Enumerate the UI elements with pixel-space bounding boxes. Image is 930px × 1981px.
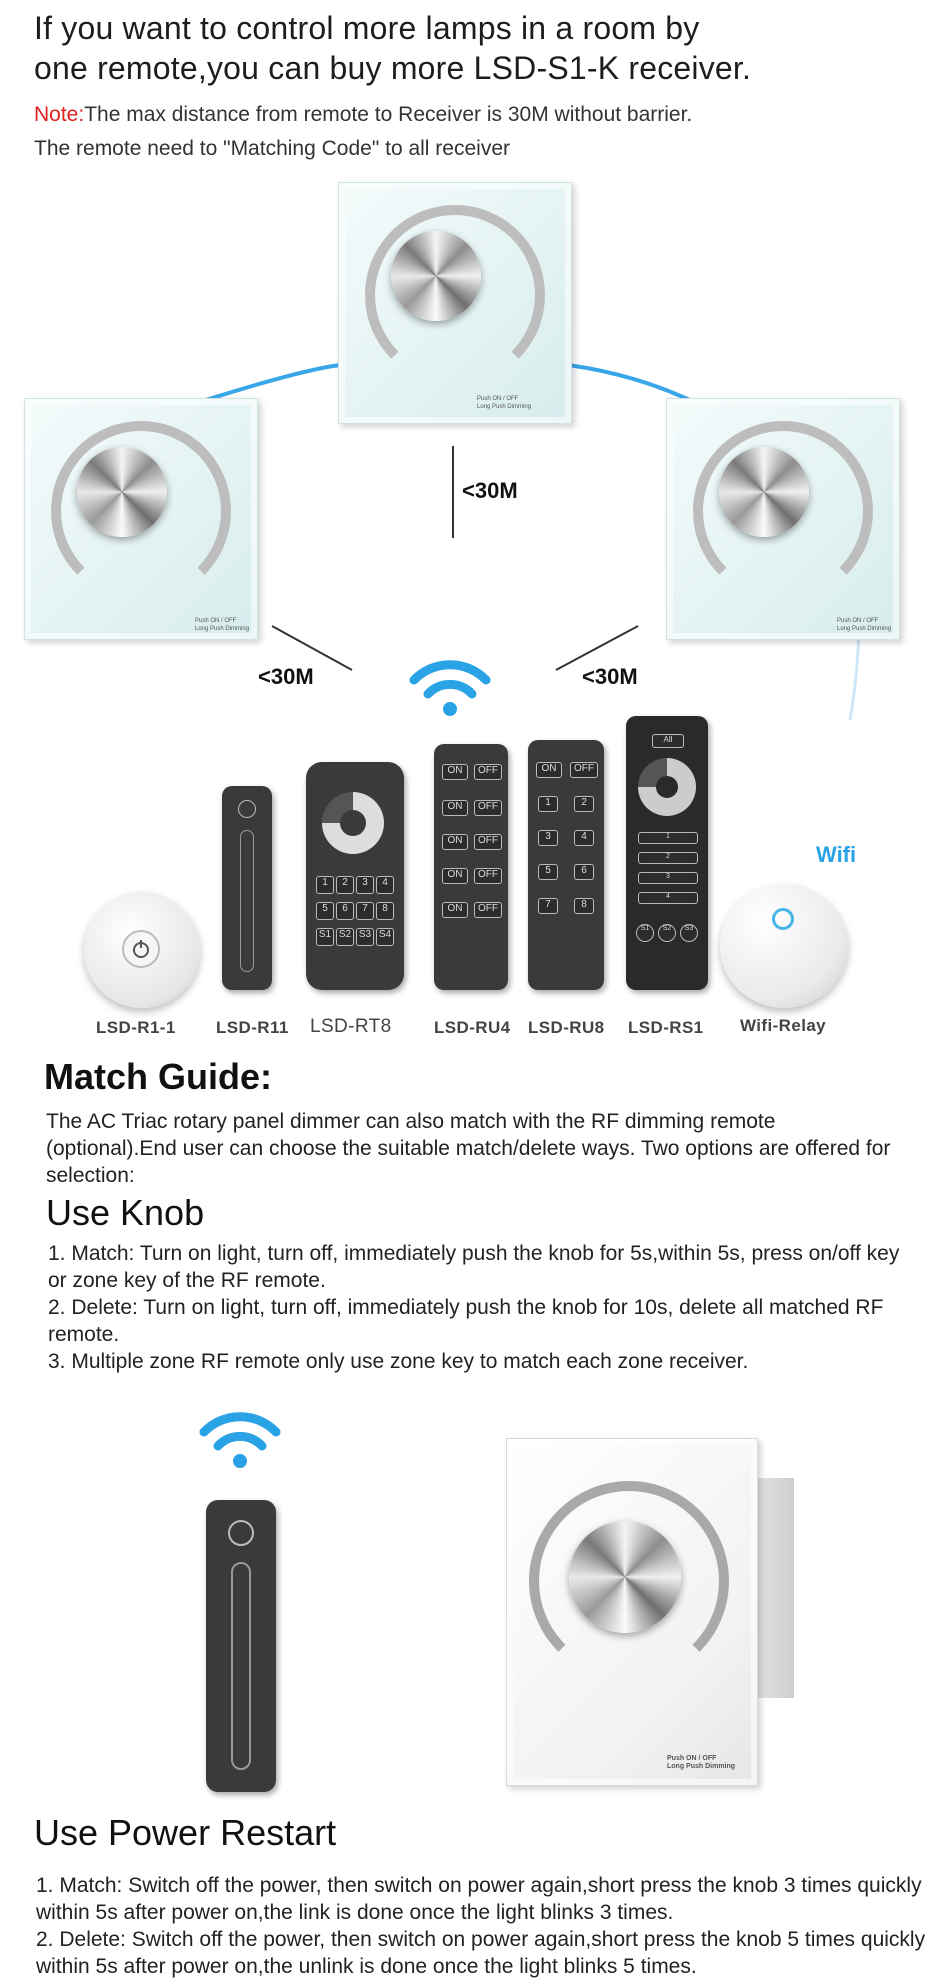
note-text: The max distance from remote to Receiver is 30M without barrier. xyxy=(84,103,693,126)
match-guide-title: Match Guide: xyxy=(44,1056,273,1097)
receiver-panel-right xyxy=(666,398,900,640)
wifi-icon xyxy=(198,1404,282,1470)
product-rs1: All 1 2 3 4 S1 S2 S3 xyxy=(626,716,708,990)
panel-caption: Push ON / OFF Long Push Dimming xyxy=(195,618,250,632)
product-label-rt8: LSD-RT8 xyxy=(310,1016,392,1037)
product-label-r11: LSD-R11 xyxy=(216,1018,289,1037)
receiver-panel-left xyxy=(24,398,258,640)
rotary-knob xyxy=(719,447,809,537)
match-guide-intro: The AC Triac rotary panel dimmer can also match with the RF dimming remote (optional).End user can choose the suitable match/delete ways. Two options are offered for selection: xyxy=(46,1110,891,1187)
touch-slider xyxy=(231,1562,251,1770)
receiver-panel-large xyxy=(506,1438,758,1786)
panel-caption: Push ON / OFF Long Push Dimming xyxy=(667,1755,736,1770)
distance-label-right: <30M xyxy=(582,664,638,689)
note-label: Note: xyxy=(34,103,85,126)
remote-r11-large xyxy=(206,1500,276,1792)
power-icon xyxy=(238,800,256,818)
note-block xyxy=(34,98,692,166)
power-icon xyxy=(122,930,160,968)
use-power-step-2: 2. Delete: Switch off the power, then switch on power again,short press the knob 5 times quickly within 5s after power on,the unlink is done once the light blinks 5 times. xyxy=(36,1928,926,1978)
status-led-icon xyxy=(772,908,794,930)
use-knob-step-1: 1. Match: Turn on light, turn off, immediately push the knob for 5s,within 5s, press on/off key or zone key of the RF remote. xyxy=(48,1242,900,1292)
color-wheel xyxy=(322,792,384,854)
wifi-icon xyxy=(408,652,492,718)
receiver-panel-top xyxy=(338,182,572,424)
product-label-rs1: LSD-RS1 xyxy=(628,1018,704,1037)
product-label-wifi-relay: Wifi-Relay xyxy=(740,1016,827,1035)
use-power-steps xyxy=(36,1872,926,1980)
distance-line-top xyxy=(452,446,454,538)
product-label-r1-1: LSD-R1-1 xyxy=(96,1018,176,1037)
product-r11 xyxy=(222,786,272,990)
product-ru4: ON OFF ON OFF ON OFF ON OFF ON OFF xyxy=(434,744,508,990)
product-rt8: 1 2 3 4 5 6 7 8 S1 S2 S3 S4 xyxy=(306,762,404,990)
use-knob-title: Use Knob xyxy=(46,1192,205,1233)
use-knob-step-2: 2. Delete: Turn on light, turn off, immediately push the knob for 10s, delete all matched RF remote. xyxy=(48,1296,884,1346)
use-knob-steps xyxy=(48,1240,908,1375)
headline-line-1: If you want to control more lamps in a room by xyxy=(34,10,700,46)
note-line-2: The remote need to "Matching Code" to all receiver xyxy=(34,137,510,160)
rotary-knob xyxy=(77,447,167,537)
rotary-knob xyxy=(569,1521,681,1633)
use-power-title: Use Power Restart xyxy=(34,1812,337,1853)
power-icon xyxy=(228,1520,254,1546)
use-power-step-1: 1. Match: Switch off the power, then switch on power again,short press the knob 3 times quickly within 5s after power on,the link is done once the light blinks 3 times. xyxy=(36,1874,922,1924)
color-wheel xyxy=(638,758,696,816)
product-label-ru4: LSD-RU4 xyxy=(434,1018,511,1037)
headline-line-2: one remote,you can buy more LSD-S1-K receiver. xyxy=(34,50,752,86)
wifi-label: Wifi xyxy=(816,842,857,867)
panel-caption: Push ON / OFF Long Push Dimming xyxy=(837,618,892,632)
distance-label-left: <30M xyxy=(258,664,314,689)
headline xyxy=(34,8,751,88)
panel-caption: Push ON / OFF Long Push Dimming xyxy=(477,396,532,410)
product-ru8: ON OFF 1 2 3 4 5 6 7 8 xyxy=(528,740,604,990)
product-r1-1 xyxy=(84,892,200,1008)
rotary-knob xyxy=(391,231,481,321)
product-label-ru8: LSD-RU8 xyxy=(528,1018,605,1037)
distance-label-top: <30M xyxy=(462,478,518,503)
product-wifi-relay xyxy=(720,884,848,1008)
touch-slider xyxy=(240,830,254,972)
use-knob-step-3: 3. Multiple zone RF remote only use zone key to match each zone receiver. xyxy=(48,1350,749,1373)
